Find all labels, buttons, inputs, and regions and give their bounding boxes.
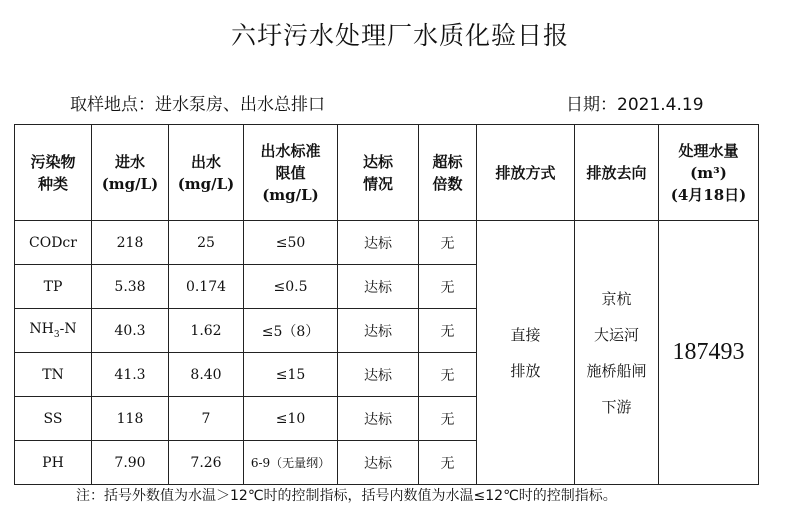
treatment-volume-cell: 187493 xyxy=(659,221,759,485)
standard-cell: ≤10 xyxy=(244,397,338,441)
compliance-cell: 达标 xyxy=(338,353,419,397)
standard-cell: ≤15 xyxy=(244,353,338,397)
standard-cell: ≤5（8） xyxy=(244,309,338,353)
standard-cell: ≤50 xyxy=(244,221,338,265)
outflow-cell: 7 xyxy=(169,397,244,441)
exceed-cell: 无 xyxy=(419,353,477,397)
discharge-method-cell: 直接 排放 xyxy=(477,221,575,485)
header-volume: 处理水量 (m³) (4月18日) xyxy=(659,125,759,221)
inflow-cell: 41.3 xyxy=(92,353,169,397)
exceed-cell: 无 xyxy=(419,441,477,485)
header-exceed: 超标 倍数 xyxy=(419,125,477,221)
header-discharge-method: 排放方式 xyxy=(477,125,575,221)
header-discharge-direction: 排放去向 xyxy=(575,125,659,221)
header-pollutant: 污染物 种类 xyxy=(15,125,92,221)
exceed-cell: 无 xyxy=(419,265,477,309)
report-title: 六圩污水处理厂水质化验日报 xyxy=(230,21,569,50)
compliance-cell: 达标 xyxy=(338,441,419,485)
header-standard: 出水标准 限值 (mg/L) xyxy=(244,125,338,221)
table-row xyxy=(15,221,759,265)
param-cell: TP xyxy=(15,265,92,309)
header-outflow: 出水 (mg/L) xyxy=(169,125,244,221)
discharge-direction-cell: 京杭 大运河 施桥船闸 下游 xyxy=(575,221,659,485)
outflow-cell: 0.174 xyxy=(169,265,244,309)
outflow-cell: 25 xyxy=(169,221,244,265)
header-row xyxy=(15,125,759,221)
param-cell: TN xyxy=(15,353,92,397)
footnote: 注：括号外数值为水温＞12℃时的控制指标，括号内数值为水温≤12℃时的控制指标。 xyxy=(76,488,617,504)
inflow-cell: 218 xyxy=(92,221,169,265)
outflow-cell: 7.26 xyxy=(169,441,244,485)
standard-cell: ≤0.5 xyxy=(244,265,338,309)
inflow-cell: 7.90 xyxy=(92,441,169,485)
water-quality-table xyxy=(14,124,759,485)
exceed-cell: 无 xyxy=(419,397,477,441)
exceed-cell: 无 xyxy=(419,309,477,353)
outflow-cell: 8.40 xyxy=(169,353,244,397)
standard-cell: 6-9（无量纲） xyxy=(244,441,338,485)
param-cell: $NH_3-N$ xyxy=(15,309,92,353)
report-date: 日期：2021.4.19 xyxy=(566,95,704,115)
header-inflow: 进水 (mg/L) xyxy=(92,125,169,221)
compliance-cell: 达标 xyxy=(338,397,419,441)
compliance-cell: 达标 xyxy=(338,221,419,265)
compliance-cell: 达标 xyxy=(338,265,419,309)
exceed-cell: 无 xyxy=(419,221,477,265)
header-compliance: 达标 情况 xyxy=(338,125,419,221)
inflow-cell: 5.38 xyxy=(92,265,169,309)
inflow-cell: 118 xyxy=(92,397,169,441)
outflow-cell: 1.62 xyxy=(169,309,244,353)
param-cell: SS xyxy=(15,397,92,441)
inflow-cell: 40.3 xyxy=(92,309,169,353)
compliance-cell: 达标 xyxy=(338,309,419,353)
sampling-location: 取样地点：进水泵房、出水总排口 xyxy=(70,95,325,115)
param-cell: CODcr xyxy=(15,221,92,265)
param-cell: PH xyxy=(15,441,92,485)
